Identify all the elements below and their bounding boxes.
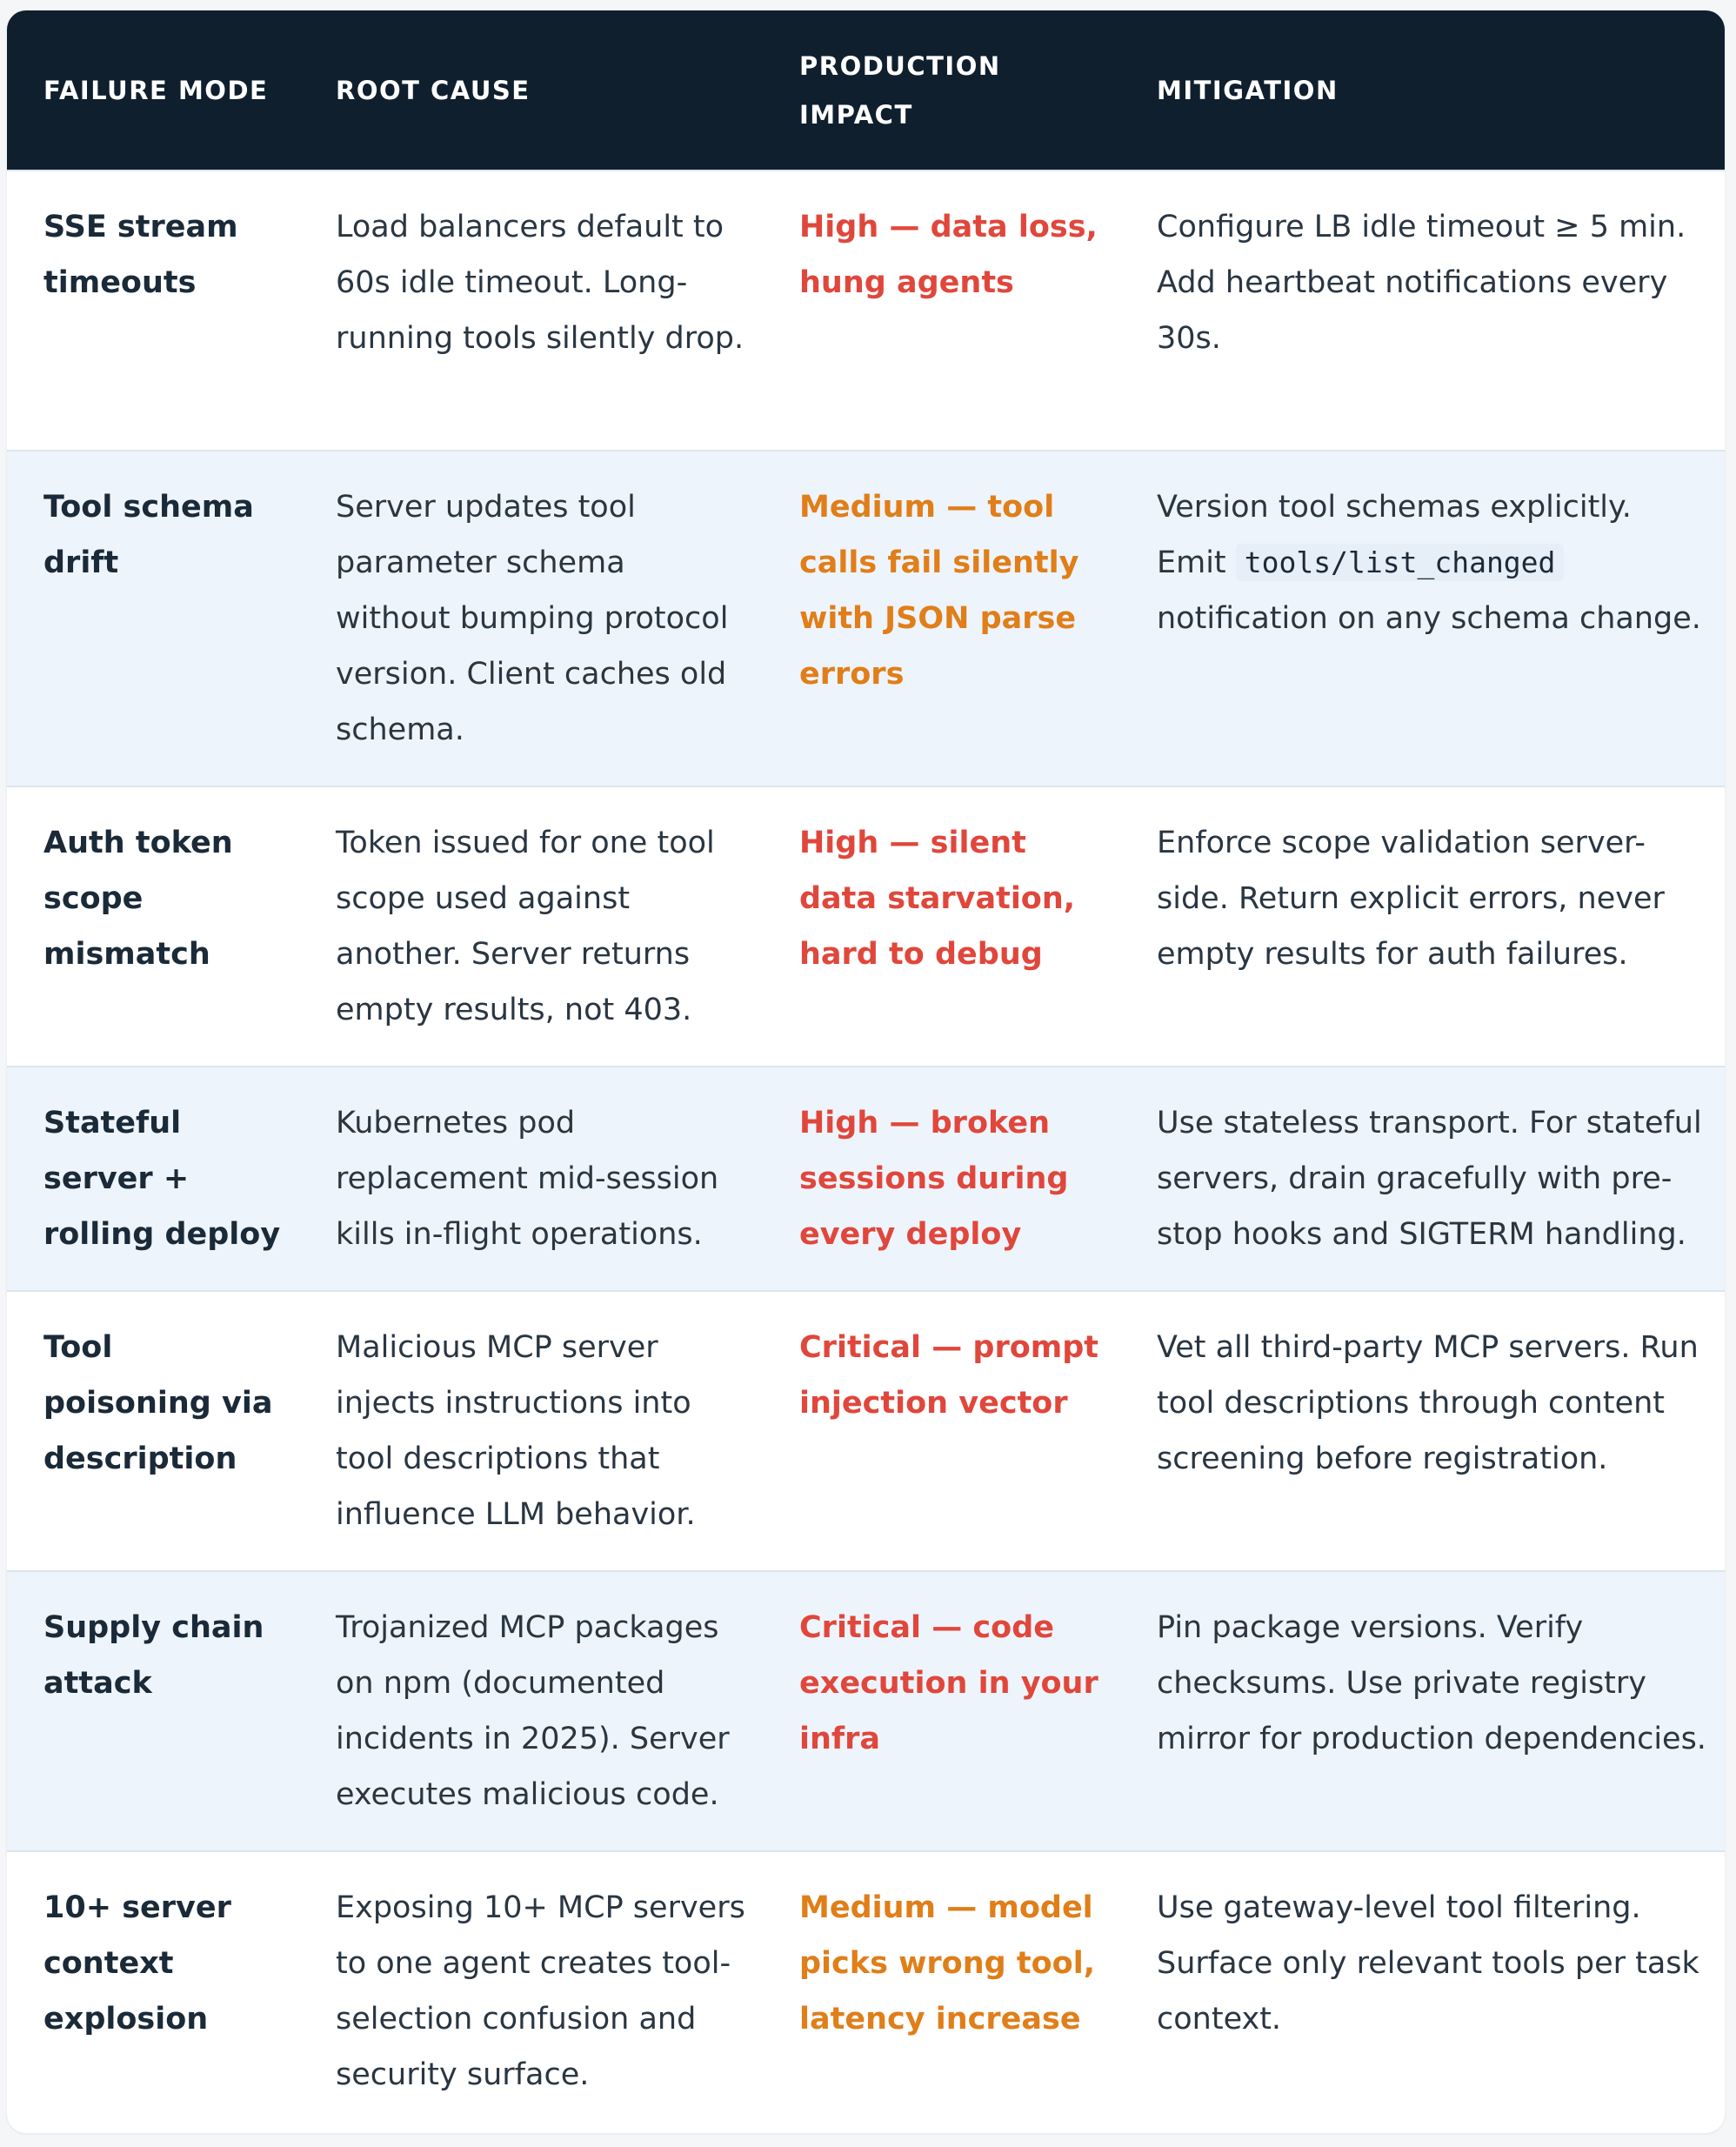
table-row	[7, 451, 1725, 786]
root-cause-cell: Malicious MCP server injects instructions into tool descriptions that influence LLM behavior.	[336, 1330, 696, 1532]
table-row	[7, 1851, 1725, 2133]
table-row	[7, 1067, 1725, 1291]
impact-cell: Critical — prompt injection vector	[799, 1330, 1099, 1421]
failure-mode-cell: Supply chain attack	[43, 1610, 264, 1701]
header-failure-mode: FAILURE MODE	[43, 75, 269, 105]
impact-cell: High — data loss, hung agents	[799, 210, 1098, 300]
failure-mode-cell: Auth token scope mismatch	[43, 826, 233, 972]
mitigation-cell: Use gateway-level tool filtering. Surface only relevant tools per task context.	[1157, 1890, 1699, 2037]
root-cause-cell: Server updates tool parameter schema without bumping protocol version. Client caches old schema.	[336, 490, 729, 747]
impact-cell: High — broken sessions during every deploy	[799, 1106, 1069, 1252]
failure-mode-cell: Tool poisoning via description	[43, 1330, 273, 1476]
failure-modes-table	[7, 10, 1725, 2133]
failure-mode-cell: Stateful server + rolling deploy	[43, 1106, 281, 1252]
mitigation-cell: Vet all third-party MCP servers. Run tool descriptions through content screening before registration.	[1157, 1330, 1699, 1476]
failure-mode-cell: SSE stream timeouts	[43, 210, 238, 300]
mitigation-cell	[1120, 451, 1725, 786]
impact-cell: Critical — code execution in your infra	[799, 1610, 1098, 1756]
inline-code-tools-list-changed: tools/list_changed	[1236, 544, 1565, 581]
impact-cell: Medium — tool calls fail silently with JSON parse errors	[799, 490, 1079, 692]
root-cause-cell: Load balancers default to 60s idle timeout. Long-running tools silently drop.	[336, 210, 744, 356]
mitigation-cell: Use stateless transport. For stateful servers, drain gracefully with pre-stop hooks and SIGTERM handling.	[1157, 1106, 1702, 1252]
failure-mode-cell: Tool schema drift	[43, 490, 254, 580]
header-mitigation: MITIGATION	[1157, 75, 1339, 105]
table-header-row	[7, 10, 1725, 171]
mitigation-cell: Configure LB idle timeout ≥ 5 min. Add heartbeat notifications every 30s.	[1157, 210, 1686, 356]
root-cause-cell: Token issued for one tool scope used against another. Server returns empty results, not 403.	[336, 826, 715, 1027]
failure-mode-cell: 10+ server context explosion	[43, 1890, 231, 2037]
failure-modes-table-card	[7, 10, 1725, 2133]
impact-cell: High — silent data starvation, hard to debug	[799, 826, 1076, 972]
root-cause-cell: Trojanized MCP packages on npm (documented incidents in 2025). Server executes malicious code.	[336, 1610, 730, 1812]
mitigation-text-before: Version tool schemas explicitly. Emit	[1157, 490, 1632, 580]
root-cause-cell: Kubernetes pod replacement mid-session kills in-flight operations.	[336, 1106, 719, 1252]
impact-cell: Medium — model picks wrong tool, latency increase	[799, 1890, 1096, 2037]
root-cause-cell: Exposing 10+ MCP servers to one agent creates tool-selection confusion and security surface.	[336, 1890, 745, 2092]
header-production-impact: PRODUCTION IMPACT	[799, 50, 1001, 130]
mitigation-cell: Pin package versions. Verify checksums. Use private registry mirror for production dependencies.	[1157, 1610, 1706, 1756]
table-row	[7, 171, 1725, 451]
table-row	[7, 1571, 1725, 1851]
table-row	[7, 786, 1725, 1067]
mitigation-cell: Enforce scope validation server-side. Return explicit errors, never empty results for auth failures.	[1157, 826, 1665, 972]
mitigation-text-after: notification on any schema change.	[1157, 601, 1701, 636]
header-root-cause: ROOT CAUSE	[336, 75, 531, 105]
table-row	[7, 1291, 1725, 1571]
